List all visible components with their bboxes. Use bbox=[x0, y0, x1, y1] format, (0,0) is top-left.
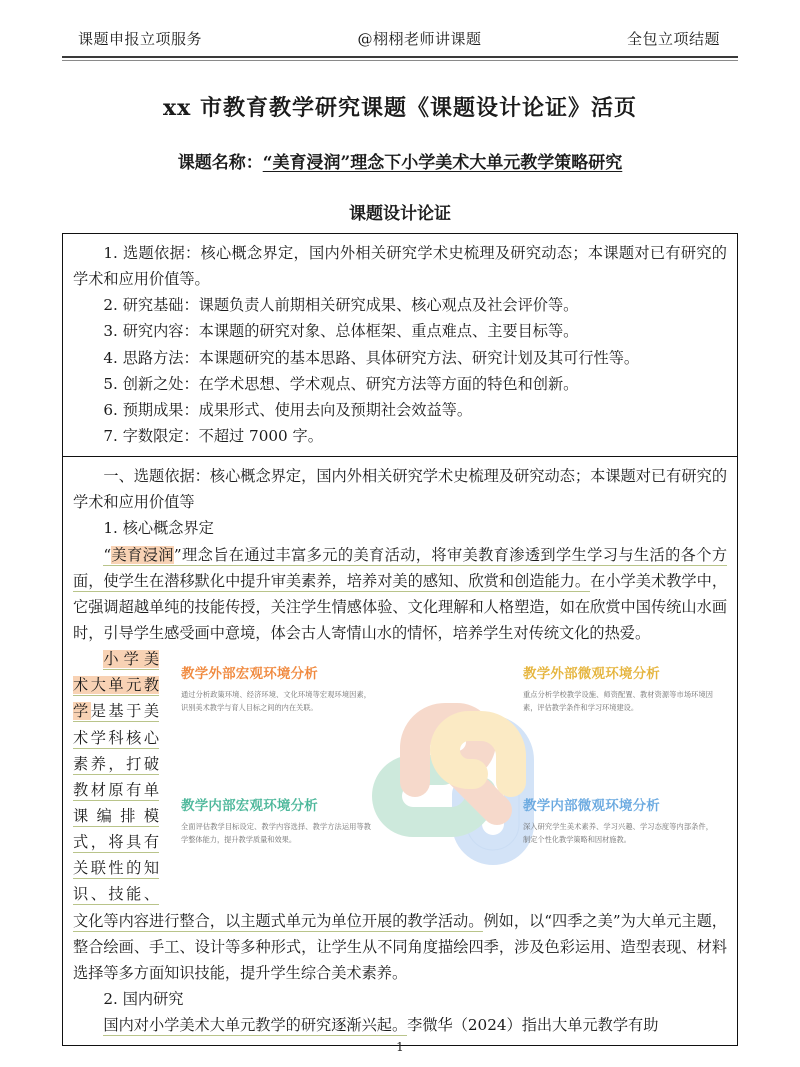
para3-rest: 李微华（2024）指出大单元教学有助 bbox=[407, 1016, 659, 1035]
body-subheading-1: 1. 核心概念界定 bbox=[103, 519, 214, 538]
quote-open: “ bbox=[103, 545, 112, 564]
header-right-text: 全包立项结题 bbox=[626, 30, 720, 48]
para3-underlined-text: 国内对小学美术大单元教学的研究逐渐兴起。 bbox=[103, 1016, 408, 1035]
page-title: xx 市教育教学研究课题《课题设计论证》活页 bbox=[163, 95, 637, 121]
requirement-item: 6. 预期成果：成果形式、使用去向及预期社会效益等。 bbox=[103, 400, 473, 419]
header-divider bbox=[62, 56, 738, 61]
para1-underlined-text: 理念旨在通过丰富多元的美育活动，将审美教育渗透到学生学习与生活的各个方面，使学生在潜移默化中提升审美素养，培养对美的感知、欣赏和创造能力。 bbox=[73, 545, 728, 590]
figure-quadrant-text: 全面评估教学目标设定、教学内容选择、教学方法运用等教学整体能力，提升教学质量和效果。 bbox=[181, 822, 371, 844]
figure-quadrant-title: 教学外部宏观环境分析 bbox=[181, 666, 318, 683]
para2-underlined-text: 是基于美术学科核心素养，打破教材原有单课编排模式，将具有关联性的知识、技能、文化等内容进行整合，以主题式单元为单位开展的教学活动。 bbox=[73, 702, 484, 930]
figure-quadrant-text: 通过分析政策环境、经济环境、文化环境等宏观环境因素，识别美术教学与育人目标之间的内在关联。 bbox=[181, 690, 371, 712]
figure-quadrant-text: 重点分析学校教学设施、师资配置、教材资源等市场环境因素，评估教学条件和学习环境建设。 bbox=[523, 690, 713, 712]
figure-quadrant-title: 教学内部微观环境分析 bbox=[523, 798, 660, 815]
para2-rest: 例如，以“四季之美”为大单元主题，整合绘画、手工、设计等多种形式，让学生从不同角度描绘四季，涉及色彩运用、造型表现、材料选择等多方面知识技能，提升学生综合美术素养。 bbox=[73, 911, 727, 982]
header-left-text: 课题申报立项服务 bbox=[78, 30, 203, 48]
subject-label: 课题名称： bbox=[177, 153, 263, 173]
requirement-item: 2. 研究基础：课题负责人前期相关研究成果、核心观点及社会评价等。 bbox=[103, 296, 579, 315]
highlight-xiaoxue-meishu: 小学美术大单元教学 bbox=[73, 650, 159, 721]
quote-close: ” bbox=[173, 545, 182, 564]
highlight-meiyu-jinrun: 美育浸润 bbox=[111, 545, 174, 564]
argument-body-box bbox=[62, 457, 738, 1046]
figure-quadrant-top-left bbox=[181, 662, 371, 714]
requirement-item: 3. 研究内容：本课题的研究对象、总体框架、重点难点、主要目标等。 bbox=[103, 322, 579, 341]
figure-quadrant-bottom-right bbox=[523, 794, 713, 846]
page-number: 1 bbox=[396, 1040, 404, 1054]
section-title: 课题设计论证 bbox=[349, 204, 451, 224]
figure-quadrant-title: 教学外部微观环境分析 bbox=[523, 666, 660, 683]
environment-analysis-figure bbox=[167, 648, 727, 890]
figure-quadrant-top-right bbox=[523, 662, 713, 714]
para1-rest: 在小学美术教学中，它强调超越单纯的技能传授，关注学生情感体验、文化理解和人格塑造，如在欣赏中国传统山水画时，引导学生感受画中意境，体会古人寄情山水的情怀，培养学生对传统文化的热爱。 bbox=[73, 571, 728, 642]
requirement-item: 4. 思路方法：本课题研究的基本思路、具体研究方法、研究计划及其可行性等。 bbox=[103, 348, 640, 367]
body-paragraph-1 bbox=[73, 542, 727, 647]
body-heading-one: 一、选题依据：核心概念界定，国内外相关研究学术史梳理及研究动态；本课题对已有研究的学术和应用价值等 bbox=[73, 467, 727, 512]
interlocking-hooks-illustration bbox=[363, 652, 539, 884]
subject-line bbox=[0, 148, 800, 173]
body-paragraph-3 bbox=[73, 1012, 727, 1038]
body-subheading-2: 2. 国内研究 bbox=[103, 989, 184, 1008]
subject-value: “美育浸润”理念下小学美术大单元教学策略研究 bbox=[262, 153, 623, 173]
requirements-box bbox=[62, 233, 738, 457]
requirement-item: 1. 选题依据：核心概念界定，国内外相关研究学术史梳理及研究动态；本课题对已有研究的学术和应用价值等。 bbox=[73, 244, 727, 289]
header-center-text: @栩栩老师讲课题 bbox=[357, 30, 482, 48]
figure-quadrant-bottom-left bbox=[181, 794, 371, 846]
requirement-item: 7. 字数限定：不超过 7000 字。 bbox=[103, 426, 323, 445]
figure-wrap-block bbox=[73, 646, 727, 986]
figure-quadrant-title: 教学内部宏观环境分析 bbox=[181, 798, 318, 815]
requirement-item: 5. 创新之处：在学术思想、学术观点、研究方法等方面的特色和创新。 bbox=[103, 374, 579, 393]
running-header bbox=[62, 0, 738, 56]
figure-quadrant-text: 深入研究学生美术素养、学习兴趣、学习态度等内部条件，制定个性化教学策略和因材施教。 bbox=[523, 822, 713, 844]
